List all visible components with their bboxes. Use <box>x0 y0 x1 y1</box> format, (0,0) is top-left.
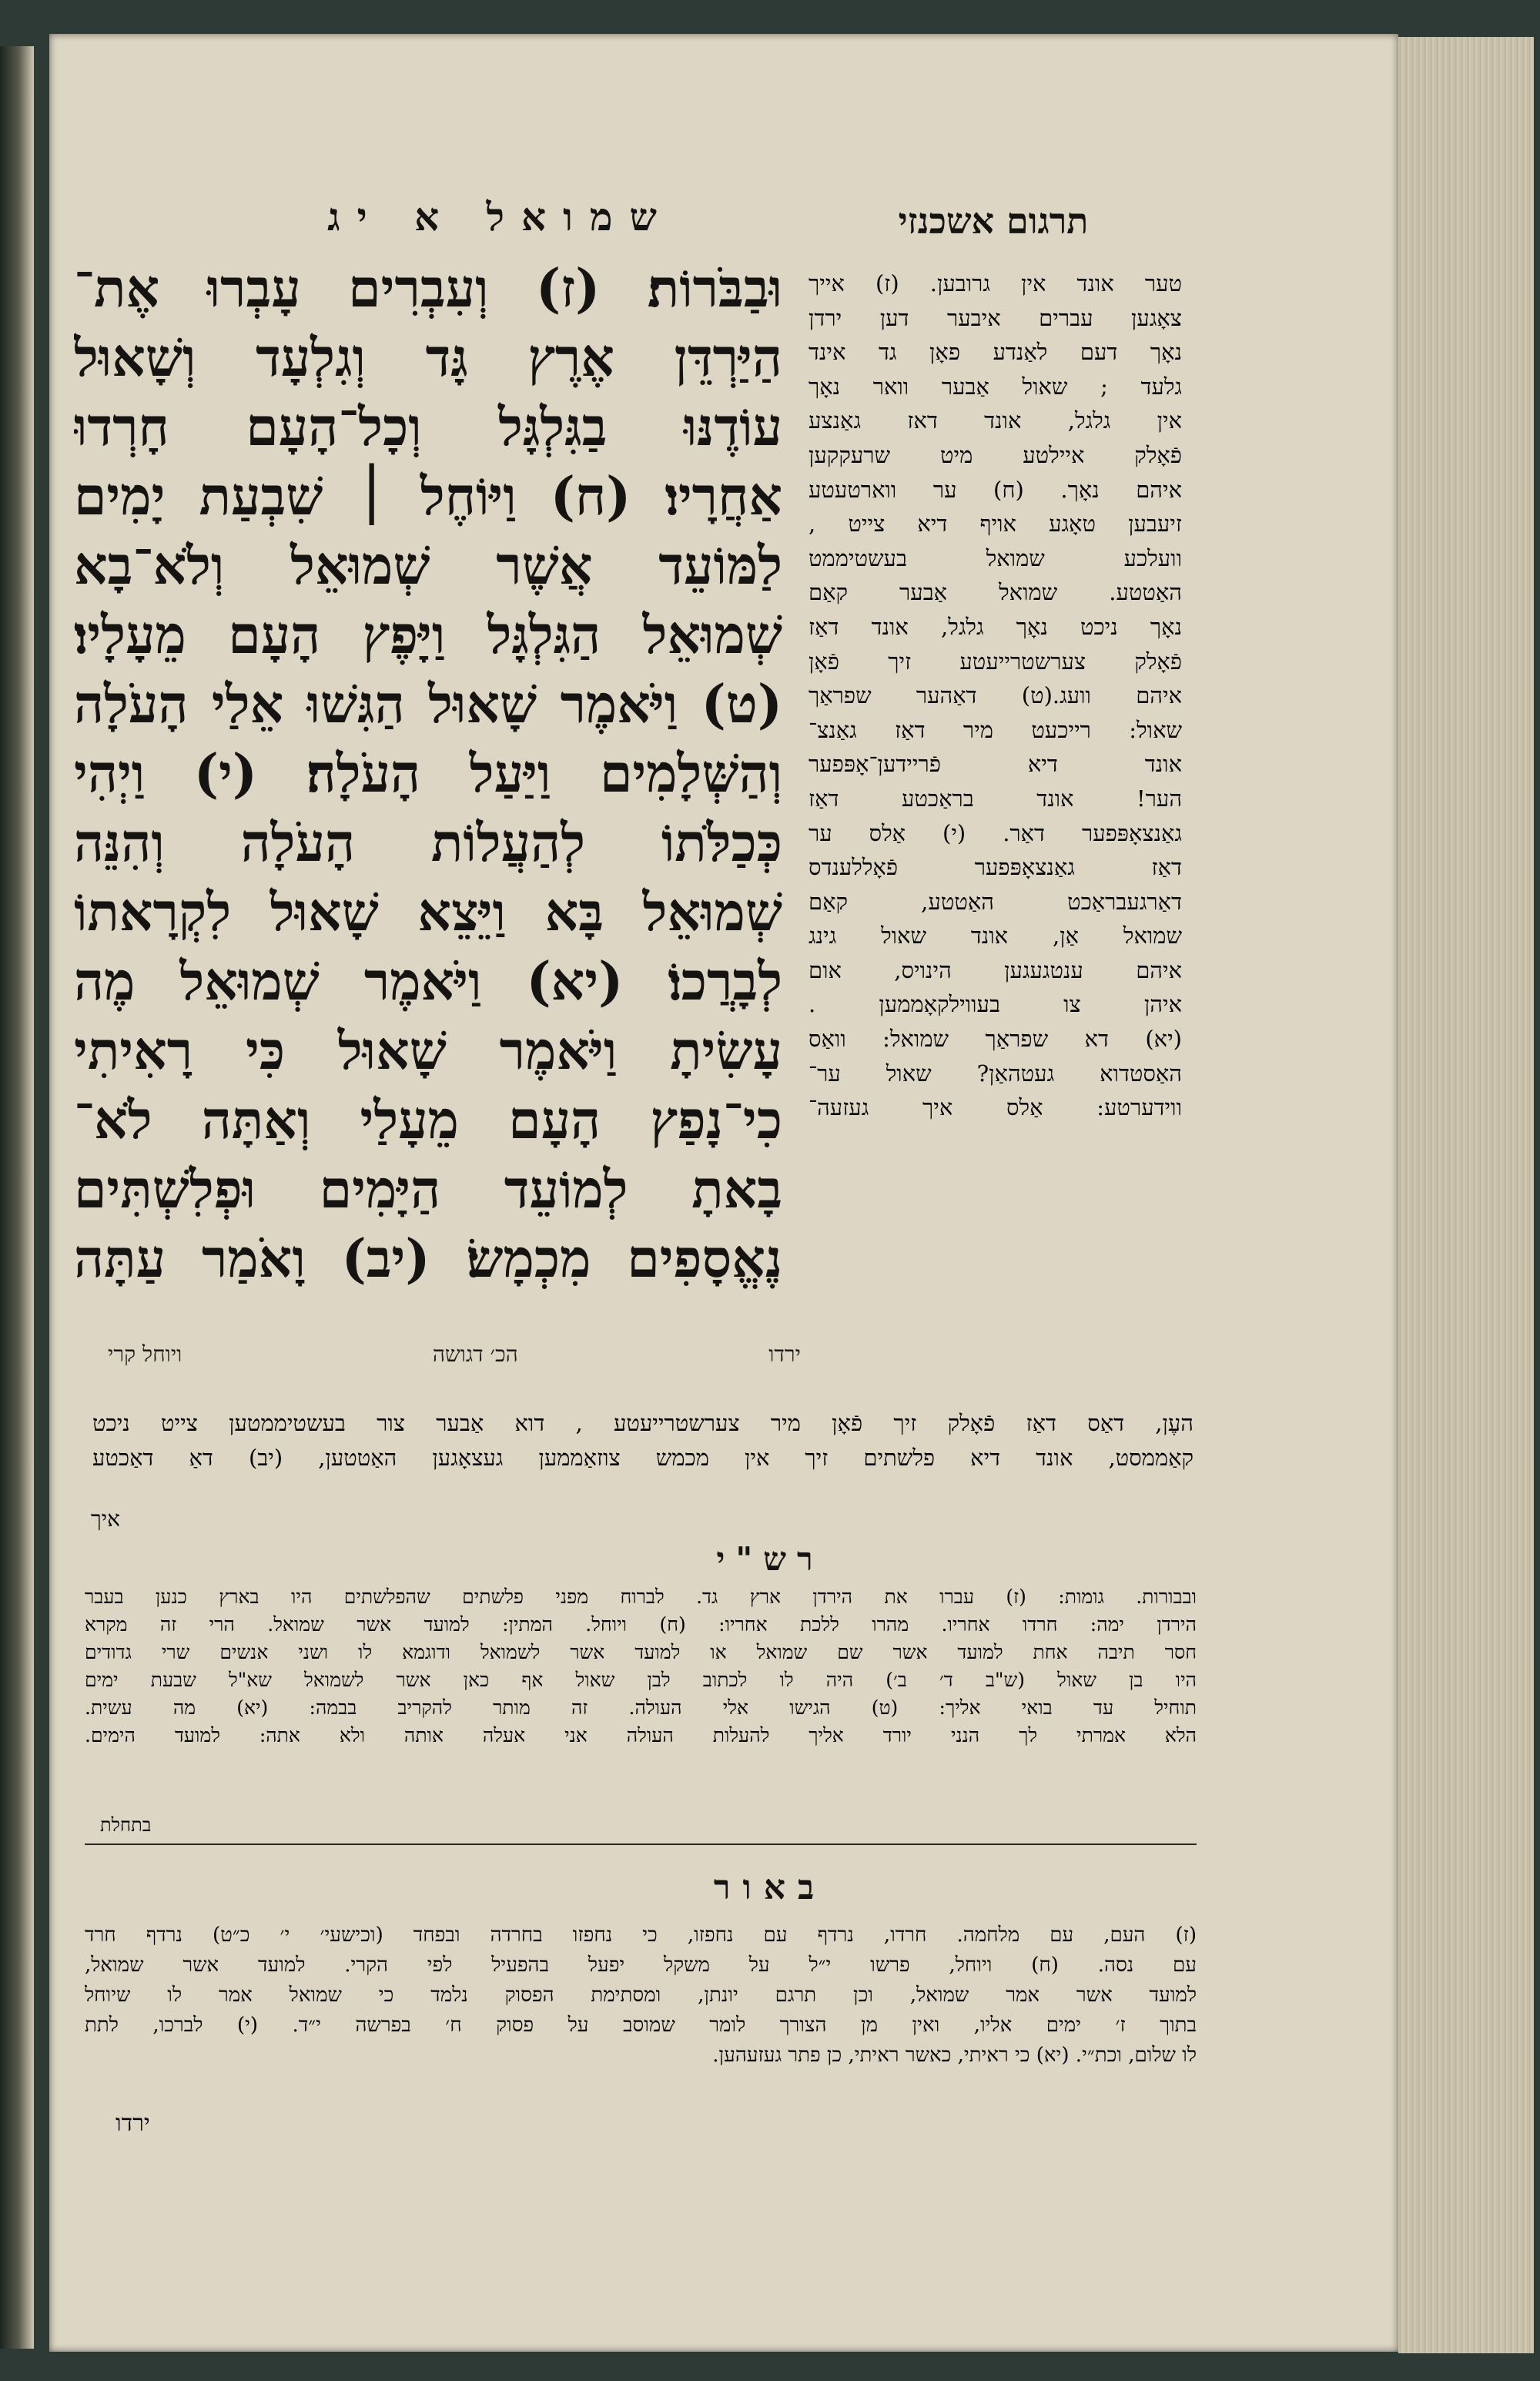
main-line: (ט) וַיֹּאמֶר שָׁאוּל הַגִּשׁוּ אֵלַי הָעֹלָה <box>74 674 782 735</box>
main-line: עָשִׂיתָ וַיֹּאמֶר שָׁאוּל כִּי רָאִיתִי <box>74 1020 782 1082</box>
biur-line: (ז) העם, עם מלחמה. חרדו, נרדף עם נחפזו, כי נחפזו בחרדה ובפחד (וכישעי׳ י׳ כ״ט) נרדף חרד <box>85 1924 1197 1947</box>
translation-line: פֿאָלק צערשטרייעטע זיך פֿאָן <box>808 648 1182 675</box>
translation-line: דאַז גאַנצאָפּפער פֿאָללענדס <box>808 854 1182 881</box>
translation-line: האַטטע. שמואל אַבער קאַם <box>808 579 1182 606</box>
rashi-line: תוחיל עד בואי אליך: (ט) הגישו אלי העולה. זה מותר להקריב בבמה: (יא) מה עשית. <box>85 1696 1197 1719</box>
masoretic-notes <box>108 1341 801 1368</box>
main-line: וְהַשְּׁלָמִים וַיַּעַל הָעֹלָה׃ (י) וַיְהִי <box>74 743 782 805</box>
page-catchword: ירדו <box>116 2110 150 2137</box>
translation-line: איהם וועג.(ט) דאַהער שפראַך <box>808 682 1182 709</box>
main-line: בָאתָ לְמוֹעֵד הַיָּמִים וּפְלִשְׁתִּים <box>74 1159 782 1221</box>
translation-line: הער! אונד בראַכטע דאַז <box>808 785 1182 812</box>
translation-line: העֶן, דאַס דאַז פֿאָלק זיך פֿאָן מיר צערשטרייעטע , דוא אַבער צור בעשטיממטען צייט ניכט <box>92 1410 1194 1436</box>
translation-line: איהם נאָך. (ח) ער ווארטעטע <box>808 476 1182 503</box>
note-vayochel-keri: ויוחל קרי <box>108 1341 182 1367</box>
main-line: שְׁמוּאֵל בָּא וַיֵּצֵא שָׁאוּל לִקְרָאתוֹ <box>74 882 782 943</box>
rashi-line: ובבורות. גומות: (ז) עברו את הירדן ארץ גד. לברוח מפני פלשתים שהפלשתים היו בארץ כנען בעבר <box>85 1586 1197 1608</box>
note-dagesh: הכ׳ דגושה <box>432 1341 518 1367</box>
main-line: כִי־נָפַץ הָעָם מֵעָלַי וְאַתָּה לֹא־ <box>74 1090 782 1151</box>
translation-line: זיעבען טאָגע אויף דיא צייט , <box>808 511 1182 537</box>
main-line: לְבָרֲכוֹ׃ (יא) וַיֹּאמֶר שְׁמוּאֵל מֶה <box>74 951 782 1013</box>
main-line: נֶאֱסָפִים מִכְמָשׂ׃ (יב) וָאֹמַר עַתָּה <box>74 1228 782 1290</box>
translation-line: טער אונד אין גרובען. (ז) אייך <box>808 270 1182 296</box>
page-stack-edge <box>1398 37 1534 2353</box>
main-line: שְׁמוּאֵל הַגִּלְגָּל וַיָּפֶץ הָעָם מֵעָלָיו׃ <box>74 604 782 666</box>
translation-line: (יא) דא שפראַך שמואל: וואַס <box>808 1026 1182 1053</box>
note-yarden: ירדו <box>768 1341 801 1367</box>
biur-line: עם נסה. (ח) ויוחל, פרשו י״ל על משקל יפעל בהפעיל לפי הקרי. למועד אשר שמואל, <box>85 1954 1197 1977</box>
main-line: אַחֲרָיו׃ (ח) וַיּוֹחֶל ׀ שִׁבְעַת יָמִים <box>74 466 782 527</box>
rashi-commentary <box>85 1583 1197 1750</box>
translation-line: גלעד ; שאול אַבער וואר נאָך <box>808 373 1182 400</box>
biur-title: באור <box>713 1868 827 1907</box>
biur-line: למועד אשר אמר שמואל, וכן תרגם יונתן, ומסתימת הפסוק נלמד כי שמואל אמר לו שיוחל <box>85 1984 1197 2007</box>
translation-line: אונד דיא פֿריידען־אָפּפער <box>808 751 1182 778</box>
translation-title: תרגום אשכנזי <box>898 200 1089 242</box>
main-line: לַמּוֹעֵד אֲשֶׁר שְׁמוּאֵל וְלֹא־בָא <box>74 535 782 597</box>
rashi-title: רש"י <box>716 1540 824 1578</box>
rashi-catchword: בתחלת <box>100 1814 152 1836</box>
rashi-line: היו בן שאול (ש"ב ד׳ ב׳) היה לו לכתוב לבן שאול אף כאן אשר לשמואל שא"ל שבעת ימים <box>85 1669 1197 1691</box>
translation-line: דאַרגעבראַכט האַטטע, קאַם <box>808 888 1182 915</box>
translation-line: נאָך ניכט נאָך גלגל, אונד דאַז <box>808 613 1182 640</box>
translation-line: צאָגען עברים איבער דען ירדן <box>808 304 1182 331</box>
translation-line: שמואל אַן, אונד שאול גינג <box>808 923 1182 949</box>
main-line: כְּכַלֹּתוֹ לְהַעֲלוֹת הָעֹלָה וְהִנֵּה <box>74 812 782 874</box>
translation-line: ווידערטע: אַלס איך געזעה־ <box>808 1094 1182 1121</box>
translation-line: וועלכע שמואל בעשטיממט <box>808 544 1182 571</box>
translation-catchword: איך <box>91 1506 120 1532</box>
rashi-line: הלא אמרתי לך הנני יורד אליך להעלות העולה אני אעלה אותה ולא אתה: למועד הימים. <box>85 1724 1197 1746</box>
translation-line: פֿאָלק איילטע מיט שרעקקען <box>808 441 1182 468</box>
main-line: עוֹדֶנּוּ בַגִּלְגָּל וְכָל־הָעָם חָרְדוּ <box>74 397 782 458</box>
section-divider <box>85 1844 1197 1845</box>
biur-commentary <box>85 1921 1197 2071</box>
main-line: וּבַבֹּרוֹת׃ (ז) וְעִבְרִים עָבְרוּ אֶת־ <box>74 258 782 320</box>
translation-line: איהן צו בעווילקאָממען . <box>808 991 1182 1018</box>
translation-line: שאול: רייכעט מיר דאַז גאַנצ־ <box>808 716 1182 743</box>
biur-line: לו שלום, וכת״י. (יא) כי ראיתי, כאשר ראיתי, כן פתר געזעהען. <box>712 2044 1197 2067</box>
main-text-column <box>74 254 782 1294</box>
main-line: הַיַּרְדֵּן אֶרֶץ גָּד וְגִלְעָד וְשָׁאוּל <box>74 327 782 389</box>
translation-full-width <box>92 1406 1194 1475</box>
translation-line: איהם ענטגעגען הינויס, אום <box>808 956 1182 983</box>
translation-column <box>808 266 1182 1125</box>
translation-line: נאָך דעם לאַנדע פאָן גד אינד <box>808 339 1182 366</box>
biur-line: בתוך ז׳ ימים אליו, ואין מן הצורך לומר שמוסב על פסוק ח׳ בפרשה י״ד. (י) לברכו, לתת <box>85 2014 1197 2037</box>
translation-line: האַסטדוא געטהאַן? שאול ער־ <box>808 1060 1182 1087</box>
adjacent-page-edge <box>0 46 34 2349</box>
rashi-line: חסר תיבה אחת למועד אשר שם שמואל או למועד אשר לשמואל ודוגמא לו ושני אנשים שרי גדודים <box>85 1641 1197 1663</box>
translation-line: גאַנצאָפּפער דאַר. (י) אַלס ער <box>808 819 1182 846</box>
translation-line: קאַממסט, אונד דיא פלשתים זיך אין מכמש צוזאַממען געצאָגען האַטטען, (יב) דאַ דאַכטע <box>92 1444 1194 1471</box>
translation-line: אין גלגל, אונד דאז גאַנצע <box>808 407 1182 434</box>
rashi-line: הירדן ימה: חרדו אחריו. מהרו ללכת אחריו: (ח) ויוחל. המתין: למועד אשר שמואל. הרי זה מקרא <box>85 1613 1197 1636</box>
running-title: שמואל א יג <box>327 194 674 239</box>
